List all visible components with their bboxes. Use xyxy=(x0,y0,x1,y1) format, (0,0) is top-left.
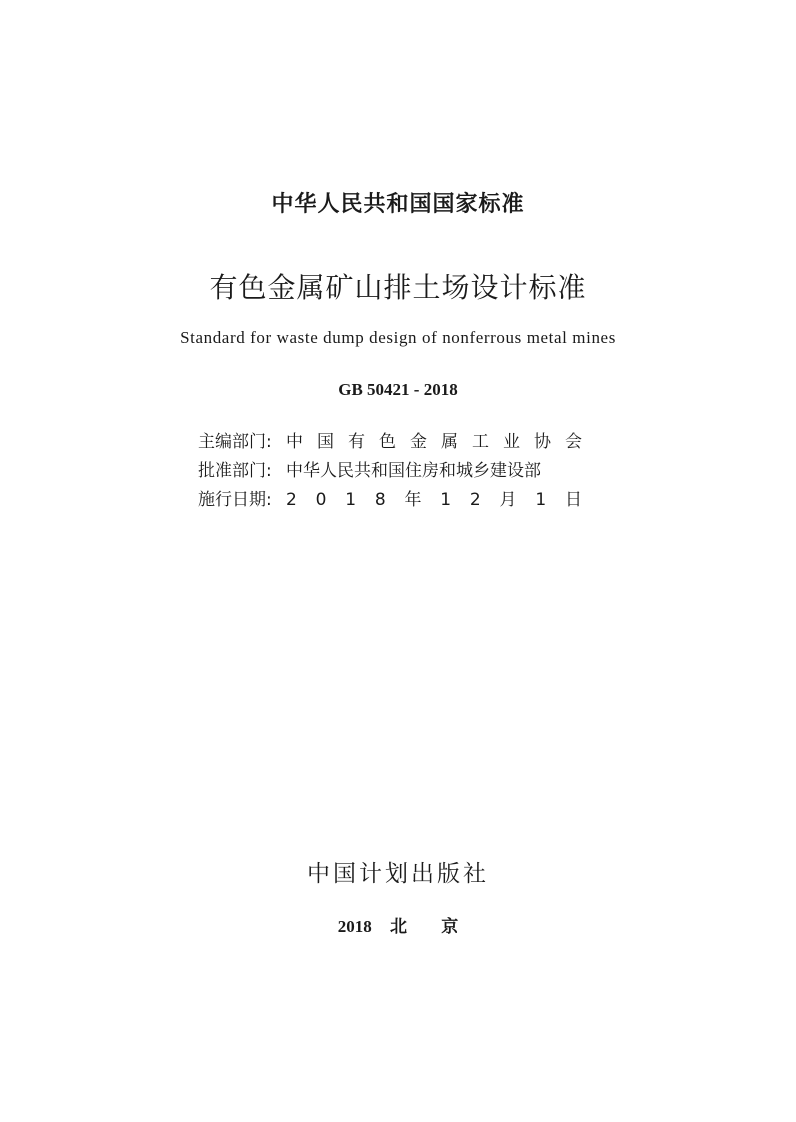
editor-value xyxy=(286,428,582,457)
editor-value-char: 中 xyxy=(286,432,303,452)
date-value-char: 年 xyxy=(404,490,422,510)
editor-value-char: 会 xyxy=(565,432,582,452)
national-standard-heading: 中华人民共和国国家标准 xyxy=(271,192,525,217)
editor-value-char: 协 xyxy=(534,432,551,452)
date-value-char: 月 xyxy=(499,490,517,510)
editor-label: 主编部门: xyxy=(198,432,272,452)
chinese-title: 有色金属矿山排土场设计标准 xyxy=(209,271,587,304)
editor-value-char: 业 xyxy=(503,432,520,452)
editor-value-char: 色 xyxy=(379,432,396,452)
publication-place xyxy=(0,912,796,937)
publisher-name: 中国计划出版社 xyxy=(307,861,489,887)
date-value-char: 2 xyxy=(286,490,297,510)
date-value-char: 1 xyxy=(345,490,357,510)
publication-city-char-2: 京 xyxy=(441,917,459,937)
publication-city-char-1: 北 xyxy=(390,917,407,937)
date-value-char: 8 xyxy=(374,490,386,510)
editor-value-char: 属 xyxy=(441,432,458,452)
english-title: Standard for waste dump design of nonferrous metal mines xyxy=(180,328,616,347)
approver-value: 中华人民共和国住房和城乡建设部 xyxy=(286,461,541,481)
approver-label: 批准部门: xyxy=(198,461,272,481)
standard-code: GB 50421 - 2018 xyxy=(338,380,458,399)
date-value-char: 日 xyxy=(564,490,582,510)
date-row xyxy=(198,486,618,515)
date-value xyxy=(286,486,582,515)
editor-row xyxy=(198,428,618,457)
date-value-char: 1 xyxy=(535,490,547,510)
date-value-char: 0 xyxy=(315,490,327,510)
date-value-char: 2 xyxy=(469,490,481,510)
date-label: 施行日期: xyxy=(198,490,272,510)
editor-value-char: 工 xyxy=(472,432,489,452)
info-block xyxy=(198,428,618,515)
editor-value-char: 国 xyxy=(317,432,334,452)
date-value-char: 1 xyxy=(440,490,452,510)
editor-value-char: 金 xyxy=(410,432,427,452)
editor-value-char: 有 xyxy=(348,432,365,452)
approver-row xyxy=(198,457,618,486)
publication-year: 2018 xyxy=(337,917,372,936)
